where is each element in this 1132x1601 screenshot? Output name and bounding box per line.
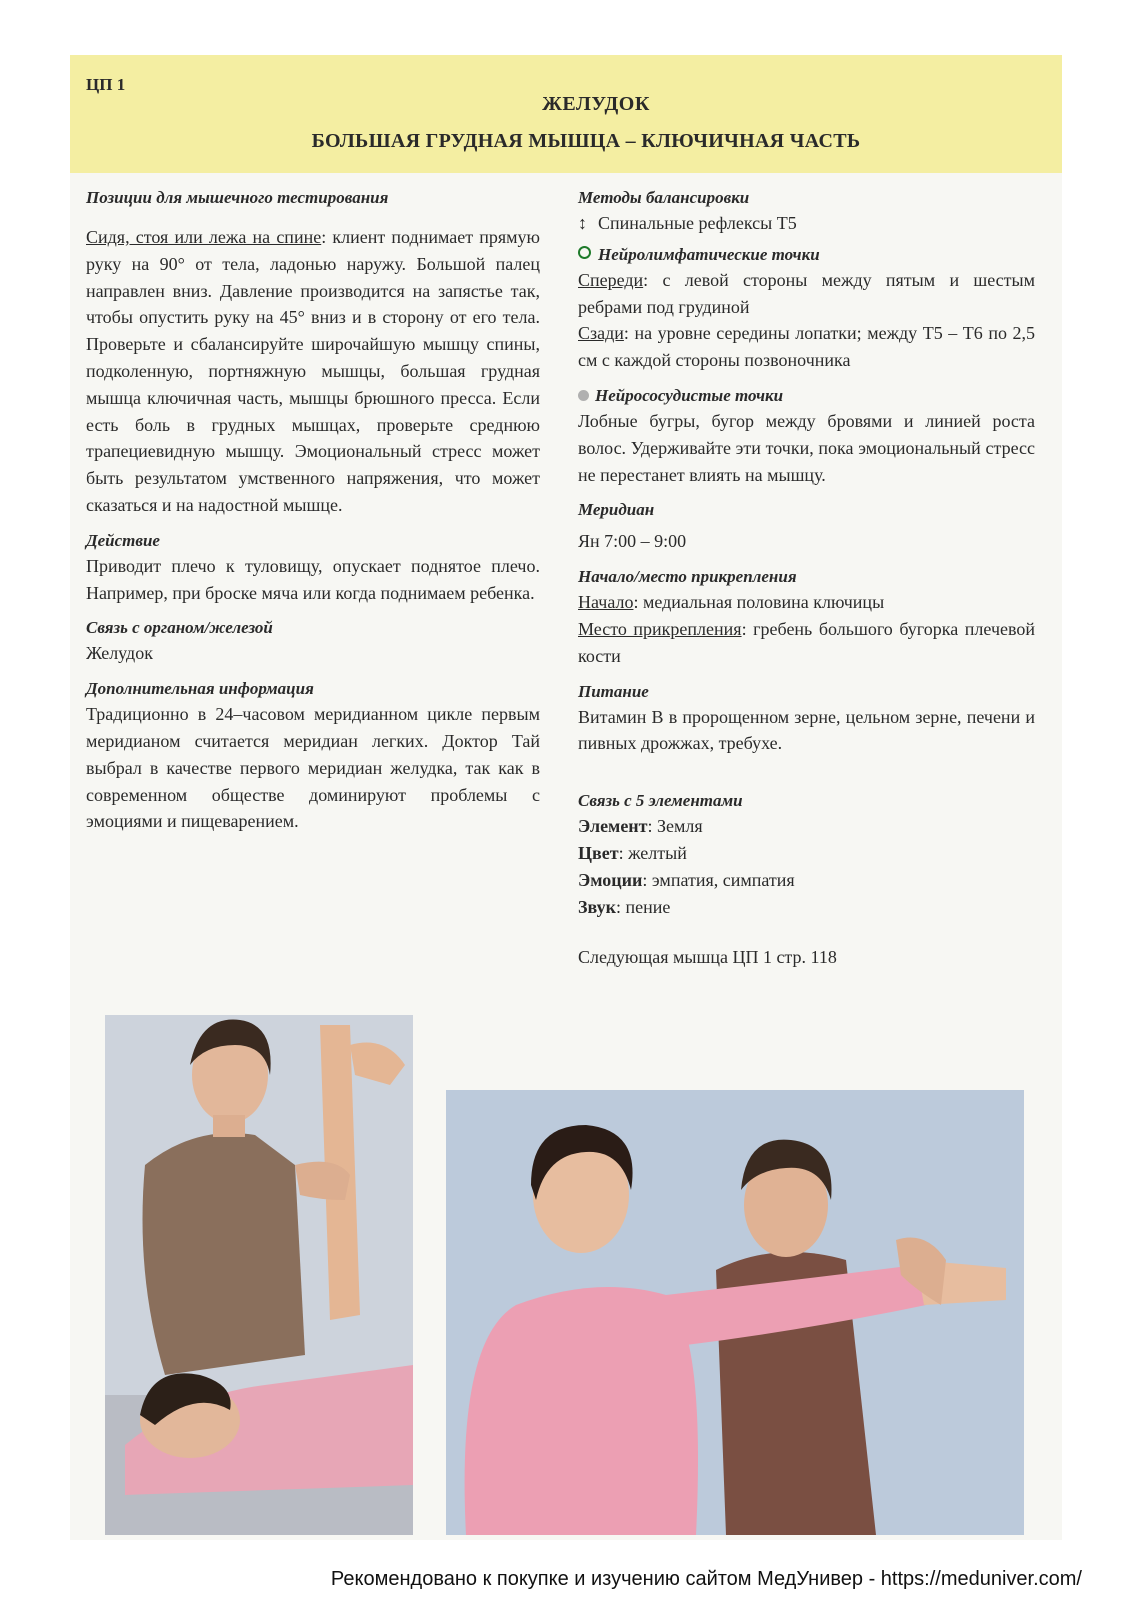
attachment-heading: Начало/место прикрепления xyxy=(578,567,797,587)
page-header xyxy=(70,55,1062,173)
emotion-value: : эмпатия, симпатия xyxy=(642,869,795,890)
chapter-code: ЦП 1 xyxy=(86,75,126,94)
right-column xyxy=(578,186,1035,971)
lymph-heading-line xyxy=(578,243,1035,267)
nutrition-heading: Питание xyxy=(578,681,649,701)
emotion-line xyxy=(578,867,1035,894)
standing-test-illustration xyxy=(446,1090,1024,1535)
emotion-label: Эмоции xyxy=(578,869,643,890)
nutrition-text: Витамин В в пророщенном зерне, цельном зерне, печени и пивных дрожжах, требухе. xyxy=(578,706,1035,754)
vascular-text: Лобные бугры, бугор между бровями и линией роста волос. Удерживайте эти точки, пока эмоциональный стресс не перестанет влиять на мышцу. xyxy=(578,410,1035,485)
positions-heading: Позиции для мышечного тестирования xyxy=(86,188,389,207)
lymph-back-text: : на уровне середины лопатки; между Т5 – Т6 по 2,5 см с каждой стороны позвоночника xyxy=(578,323,1035,371)
lymph-back xyxy=(578,320,1035,374)
footer-note: Рекомендовано к покупке и изучению сайтом МедУнивер - https://meduniver.com/ xyxy=(330,1568,1082,1590)
double-arrow-icon: ↕ xyxy=(578,213,587,233)
element-label: Элемент xyxy=(578,816,648,837)
green-ring-icon xyxy=(578,246,591,259)
vascular-heading-line xyxy=(578,384,1035,408)
document-page xyxy=(70,55,1062,1540)
origin-text: : медиальная половина ключицы xyxy=(633,592,885,613)
lymph-front-text: : с левой стороны между пятым и шестым ребрами под грудиной xyxy=(578,269,1035,317)
positions-text xyxy=(86,224,540,519)
lymph-heading: Нейролимфатические точки xyxy=(598,244,820,264)
sound-value: : пение xyxy=(615,896,671,917)
element-line xyxy=(578,813,1035,840)
attachment-origin xyxy=(578,589,1035,616)
test-photo-lying xyxy=(105,1015,413,1535)
lymph-front xyxy=(578,267,1035,321)
balancing-heading: Методы балансировки xyxy=(578,188,750,207)
elements-heading: Связь с 5 элементами xyxy=(578,791,743,811)
sound-line xyxy=(578,894,1035,921)
left-column xyxy=(86,186,540,835)
color-value: : желтый xyxy=(618,842,687,863)
element-value: : Земля xyxy=(647,816,703,837)
extra-text: Традиционно в 24–часовом меридианном цикле первым меридианом считается меридиан легких. Доктор Тай выбрал в качестве первого меридиан желудка, так как в современном обществе доминируют проблемы с эмоциями и пищеварением. xyxy=(86,704,540,832)
meridian-heading: Меридиан xyxy=(578,500,655,520)
meridian-text: Ян 7:00 – 9:00 xyxy=(578,531,687,552)
color-label: Цвет xyxy=(578,842,619,863)
action-heading: Действие xyxy=(86,530,160,550)
lymph-front-label: Спереди xyxy=(578,269,644,290)
test-photo-standing xyxy=(446,1090,1024,1535)
vascular-heading: Нейрососудистые точки xyxy=(595,385,784,405)
insertion-text: : гребень большого бугорка плечевой кости xyxy=(578,618,1035,666)
origin-label: Начало xyxy=(578,592,634,613)
reflex-text: Спинальные рефлексы Т5 xyxy=(598,213,797,233)
lying-test-illustration xyxy=(105,1015,413,1535)
grey-dot-icon xyxy=(578,390,589,401)
organ-text: Желудок xyxy=(86,643,153,664)
lymph-back-label: Сзади xyxy=(578,323,624,344)
next-muscle: Следующая мышца ЦП 1 стр. 118 xyxy=(578,947,837,968)
attachment-insertion xyxy=(578,616,1035,670)
action-text: Приводит плечо к туловищу, опускает поднятое плечо. Например, при броске мяча или когда поднимаем ребенка. xyxy=(86,555,540,603)
organ-heading: Связь с органом/железой xyxy=(86,618,273,638)
reflex-line xyxy=(578,210,1035,237)
insertion-label: Место прикрепления xyxy=(578,618,742,639)
positions-lead: Сидя, стоя или лежа на спине xyxy=(86,227,322,247)
page-subtitle: БОЛЬШАЯ ГРУДНАЯ МЫШЦА – КЛЮЧИЧНАЯ ЧАСТЬ xyxy=(311,130,861,152)
sound-label: Звук xyxy=(578,896,616,917)
page-title: ЖЕЛУДОК xyxy=(542,93,650,115)
color-line xyxy=(578,840,1035,867)
positions-body: : клиент поднимает прямую руку на 90° от тела, ладонью наружу. Большой палец направлен вниз. Давление производится на запястье так, чтобы опустить руку на 45° вниз и в сторону от его тела. Проверьте и сбалансируйте широчайшую мышцу спины, подколенную, портняжную мышцы, большая грудная мышца ключичная часть, мышцы брюшного пресса. Если есть боль в грудных мышцах, проверьте среднюю трапециевидную мышцу. Эмоциональный стресс может быть результатом умственного напряжения, что может сказаться и на надостной мышце. xyxy=(86,227,541,515)
extra-heading: Дополнительная информация xyxy=(86,679,314,699)
